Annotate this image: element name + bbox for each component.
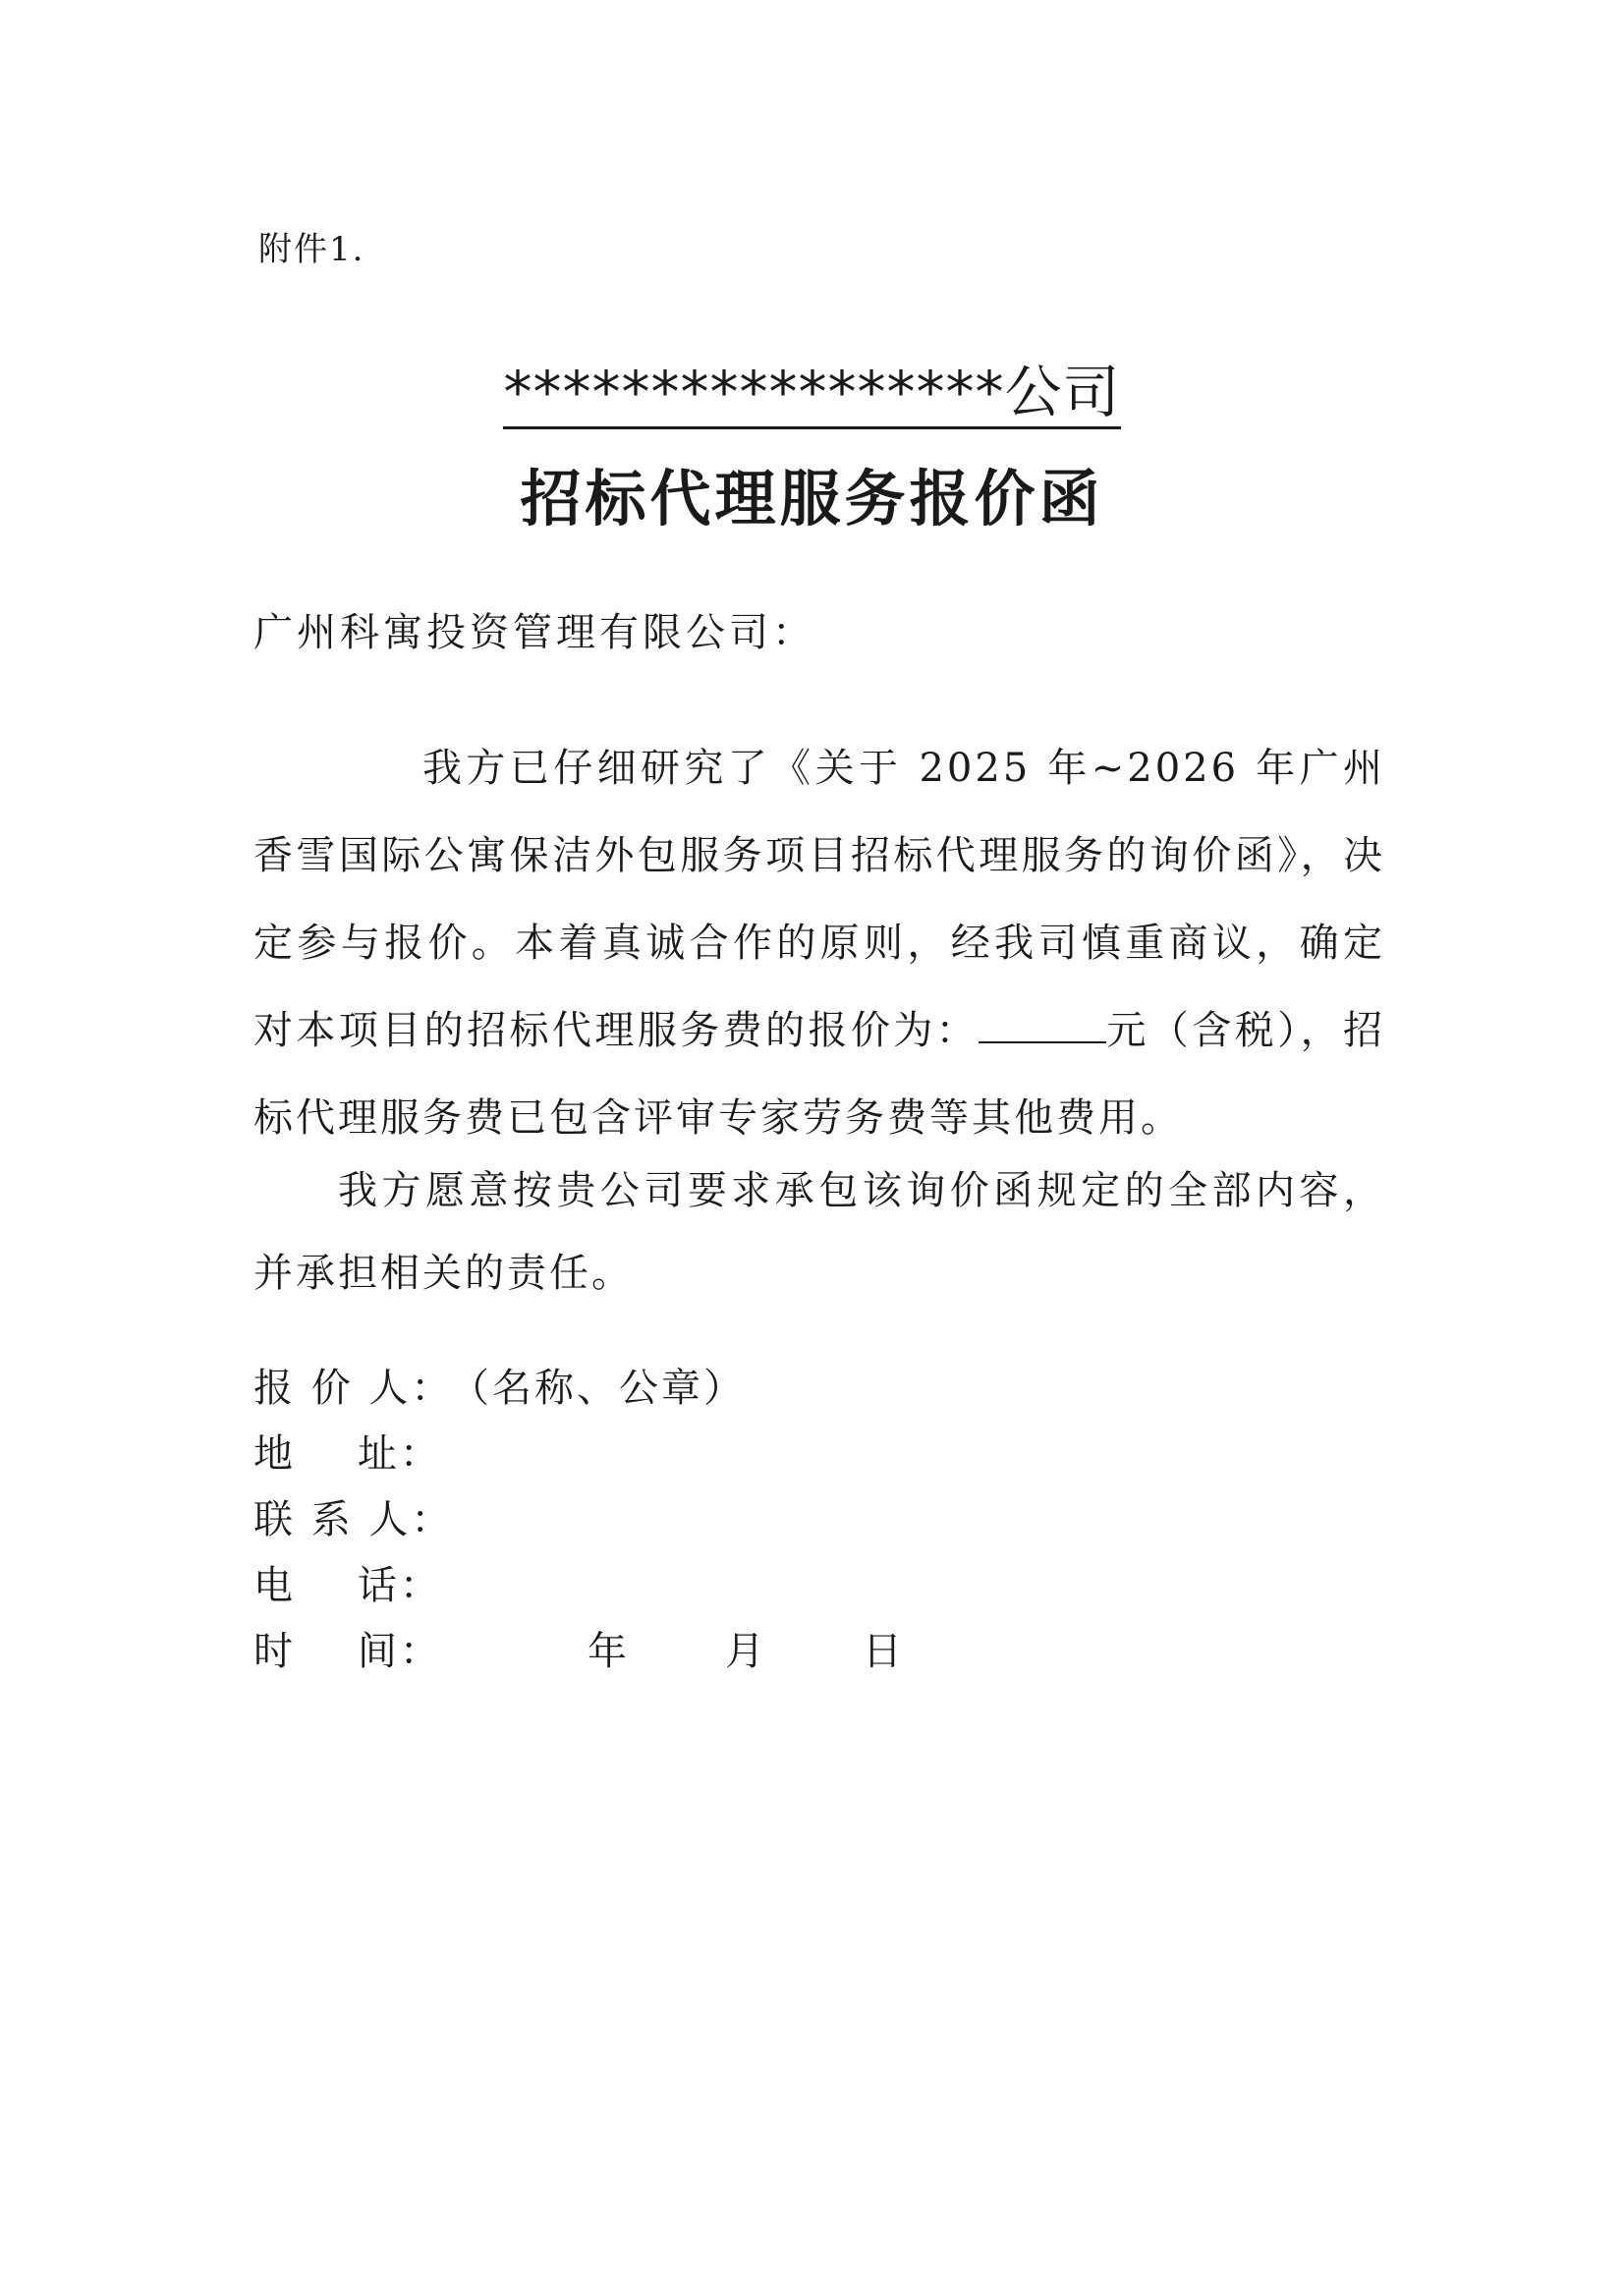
date-day: 日	[863, 1629, 905, 1674]
company-title-text: *****************公司	[503, 364, 1120, 429]
recipient: 广州科寓投资管理有限公司：	[253, 610, 815, 655]
bidder-label: 报 价 人：	[253, 1366, 454, 1411]
time-row	[253, 1619, 1000, 1685]
phone-row	[253, 1553, 1000, 1619]
price-blank	[979, 1012, 1106, 1043]
commitment-paragraph: 我方愿意按贵公司要求承包该询价函规定的全部内容，并承担相关的责任。	[253, 1168, 1385, 1296]
paragraph-text-part2: 元（含税），招标代理服务费已包含评审专家劳务费等其他费用。	[253, 1008, 1386, 1141]
bidder-row	[253, 1356, 1000, 1422]
document-title: 招标代理服务报价函	[520, 463, 1104, 534]
date-month: 月	[725, 1629, 767, 1674]
paragraph-text-part1: 我方已仔细研究了《关于 2025 年~2026 年广州香雪国际公寓保洁外包服务项目招标代理服务的询价函》，决定参与报价。本着真诚合作的原则，经我司慎重商议，确定对本项目的招标代理服务费的报价为：	[253, 746, 1385, 1053]
contact-row	[253, 1487, 1000, 1553]
contact-label: 联 系 人：	[253, 1497, 454, 1542]
attachment-label: 附件1.	[258, 230, 365, 269]
company-title	[0, 359, 1624, 429]
quotation-paragraph	[253, 725, 1385, 1162]
address-row	[253, 1422, 1000, 1487]
date-year: 年	[588, 1629, 630, 1674]
address-label: 地 址：	[253, 1431, 442, 1477]
bidder-value: （名称、公章）	[450, 1366, 746, 1411]
signature-fields	[253, 1356, 1000, 1685]
time-label: 时 间：	[253, 1629, 442, 1674]
phone-label: 电 话：	[253, 1563, 442, 1608]
